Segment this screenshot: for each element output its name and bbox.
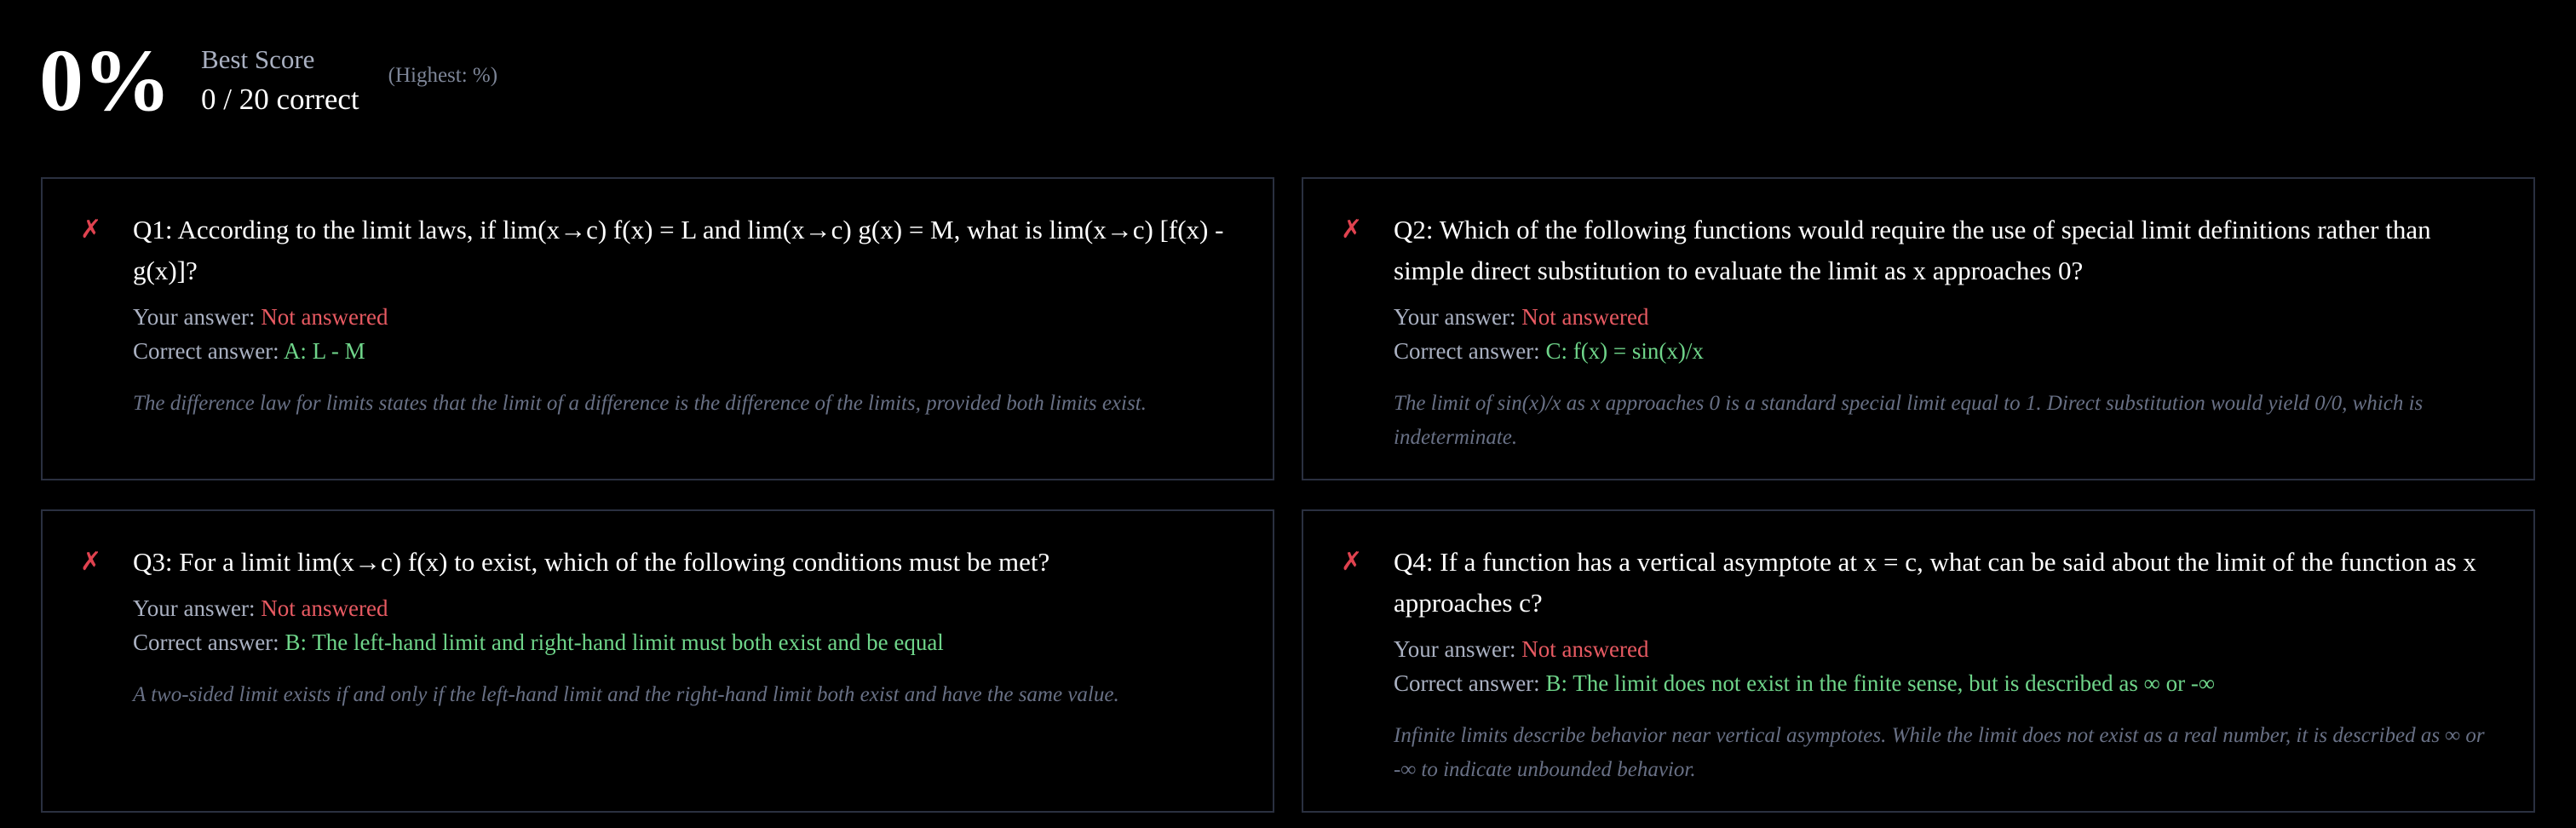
correct-count: 0 / 20 correct bbox=[201, 82, 359, 116]
your-answer-label: Your answer: bbox=[1394, 636, 1522, 662]
question-text: Q2: Which of the following functions would require the use of special limit definitions rather than simple direct substitution to evaluate the limit as x approaches 0? bbox=[1394, 215, 2431, 285]
correct-answer-label: Correct answer: bbox=[1394, 670, 1546, 696]
result-body bbox=[133, 210, 1242, 462]
your-answer-label: Your answer: bbox=[133, 595, 262, 621]
result-card-q4 bbox=[1302, 509, 2535, 813]
result-body bbox=[1394, 542, 2503, 794]
your-answer-value: Not answered bbox=[261, 304, 388, 330]
your-answer-line bbox=[133, 591, 1242, 625]
correct-answer-line bbox=[133, 334, 1242, 368]
correct-answer-value: C: f(x) = sin(x)/x bbox=[1545, 338, 1704, 364]
correct-answer-value: B: The left-hand limit and right-hand limit must both exist and be equal bbox=[285, 630, 944, 655]
result-body bbox=[133, 542, 1242, 794]
result-card-q2 bbox=[1302, 177, 2535, 480]
incorrect-x-icon: ✗ bbox=[1341, 547, 1363, 577]
question-text: Q3: For a limit lim(x→c) f(x) to exist, which of the following conditions must be met? bbox=[133, 547, 1050, 577]
correct-answer-line bbox=[1394, 334, 2503, 368]
explanation-text: Infinite limits describe behavior near vertical asymptotes. While the limit does not exist as a real number, it is described as ∞ or -∞ to indicate unbounded behavior. bbox=[1394, 724, 2485, 781]
your-answer-line bbox=[133, 300, 1242, 334]
correct-answer-line bbox=[133, 625, 1242, 659]
explanation-text: A two-sided limit exists if and only if the left-hand limit and the right-hand limit both exist and have the same value. bbox=[133, 683, 1119, 706]
score-header bbox=[39, 26, 497, 136]
result-card-q1 bbox=[41, 177, 1274, 480]
incorrect-x-icon: ✗ bbox=[1341, 215, 1363, 244]
score-meta bbox=[201, 43, 359, 118]
correct-answer-value: A: L - M bbox=[283, 338, 365, 364]
correct-answer-line bbox=[1394, 666, 2503, 700]
your-answer-line bbox=[1394, 300, 2503, 334]
correct-answer-label: Correct answer: bbox=[1394, 338, 1546, 364]
correct-answer-value: B: The limit does not exist in the finite sense, but is described as ∞ or -∞ bbox=[1545, 670, 2216, 696]
question-text: Q4: If a function has a vertical asymptote at x = c, what can be said about the limit of the function as x approaches c? bbox=[1394, 547, 2476, 618]
highest-score: (Highest: %) bbox=[388, 64, 498, 87]
score-percent: 0% bbox=[39, 32, 170, 129]
explanation-text: The difference law for limits states that the limit of a difference is the difference of the limits, provided both limits exist. bbox=[133, 392, 1147, 415]
your-answer-label: Your answer: bbox=[133, 304, 262, 330]
incorrect-x-icon: ✗ bbox=[80, 547, 102, 577]
result-body bbox=[1394, 210, 2503, 462]
incorrect-x-icon: ✗ bbox=[80, 215, 102, 244]
your-answer-value: Not answered bbox=[1521, 636, 1649, 662]
explanation-text: The limit of sin(x)/x as x approaches 0 is a standard special limit equal to 1. Direct substitution would yield 0/0, which is indeterminate. bbox=[1394, 392, 2424, 449]
question-text: Q1: According to the limit laws, if lim(x→c) f(x) = L and lim(x→c) g(x) = M, what is lim(x→c) [f(x) - g(x)]? bbox=[133, 215, 1224, 285]
result-card-q3 bbox=[41, 509, 1274, 813]
your-answer-line bbox=[1394, 632, 2503, 666]
your-answer-label: Your answer: bbox=[1394, 304, 1522, 330]
correct-answer-label: Correct answer: bbox=[133, 630, 285, 655]
correct-answer-label: Correct answer: bbox=[133, 338, 284, 364]
best-score-label: Best Score bbox=[201, 43, 315, 74]
your-answer-value: Not answered bbox=[261, 595, 388, 621]
results-grid bbox=[41, 177, 2535, 813]
your-answer-value: Not answered bbox=[1521, 304, 1649, 330]
